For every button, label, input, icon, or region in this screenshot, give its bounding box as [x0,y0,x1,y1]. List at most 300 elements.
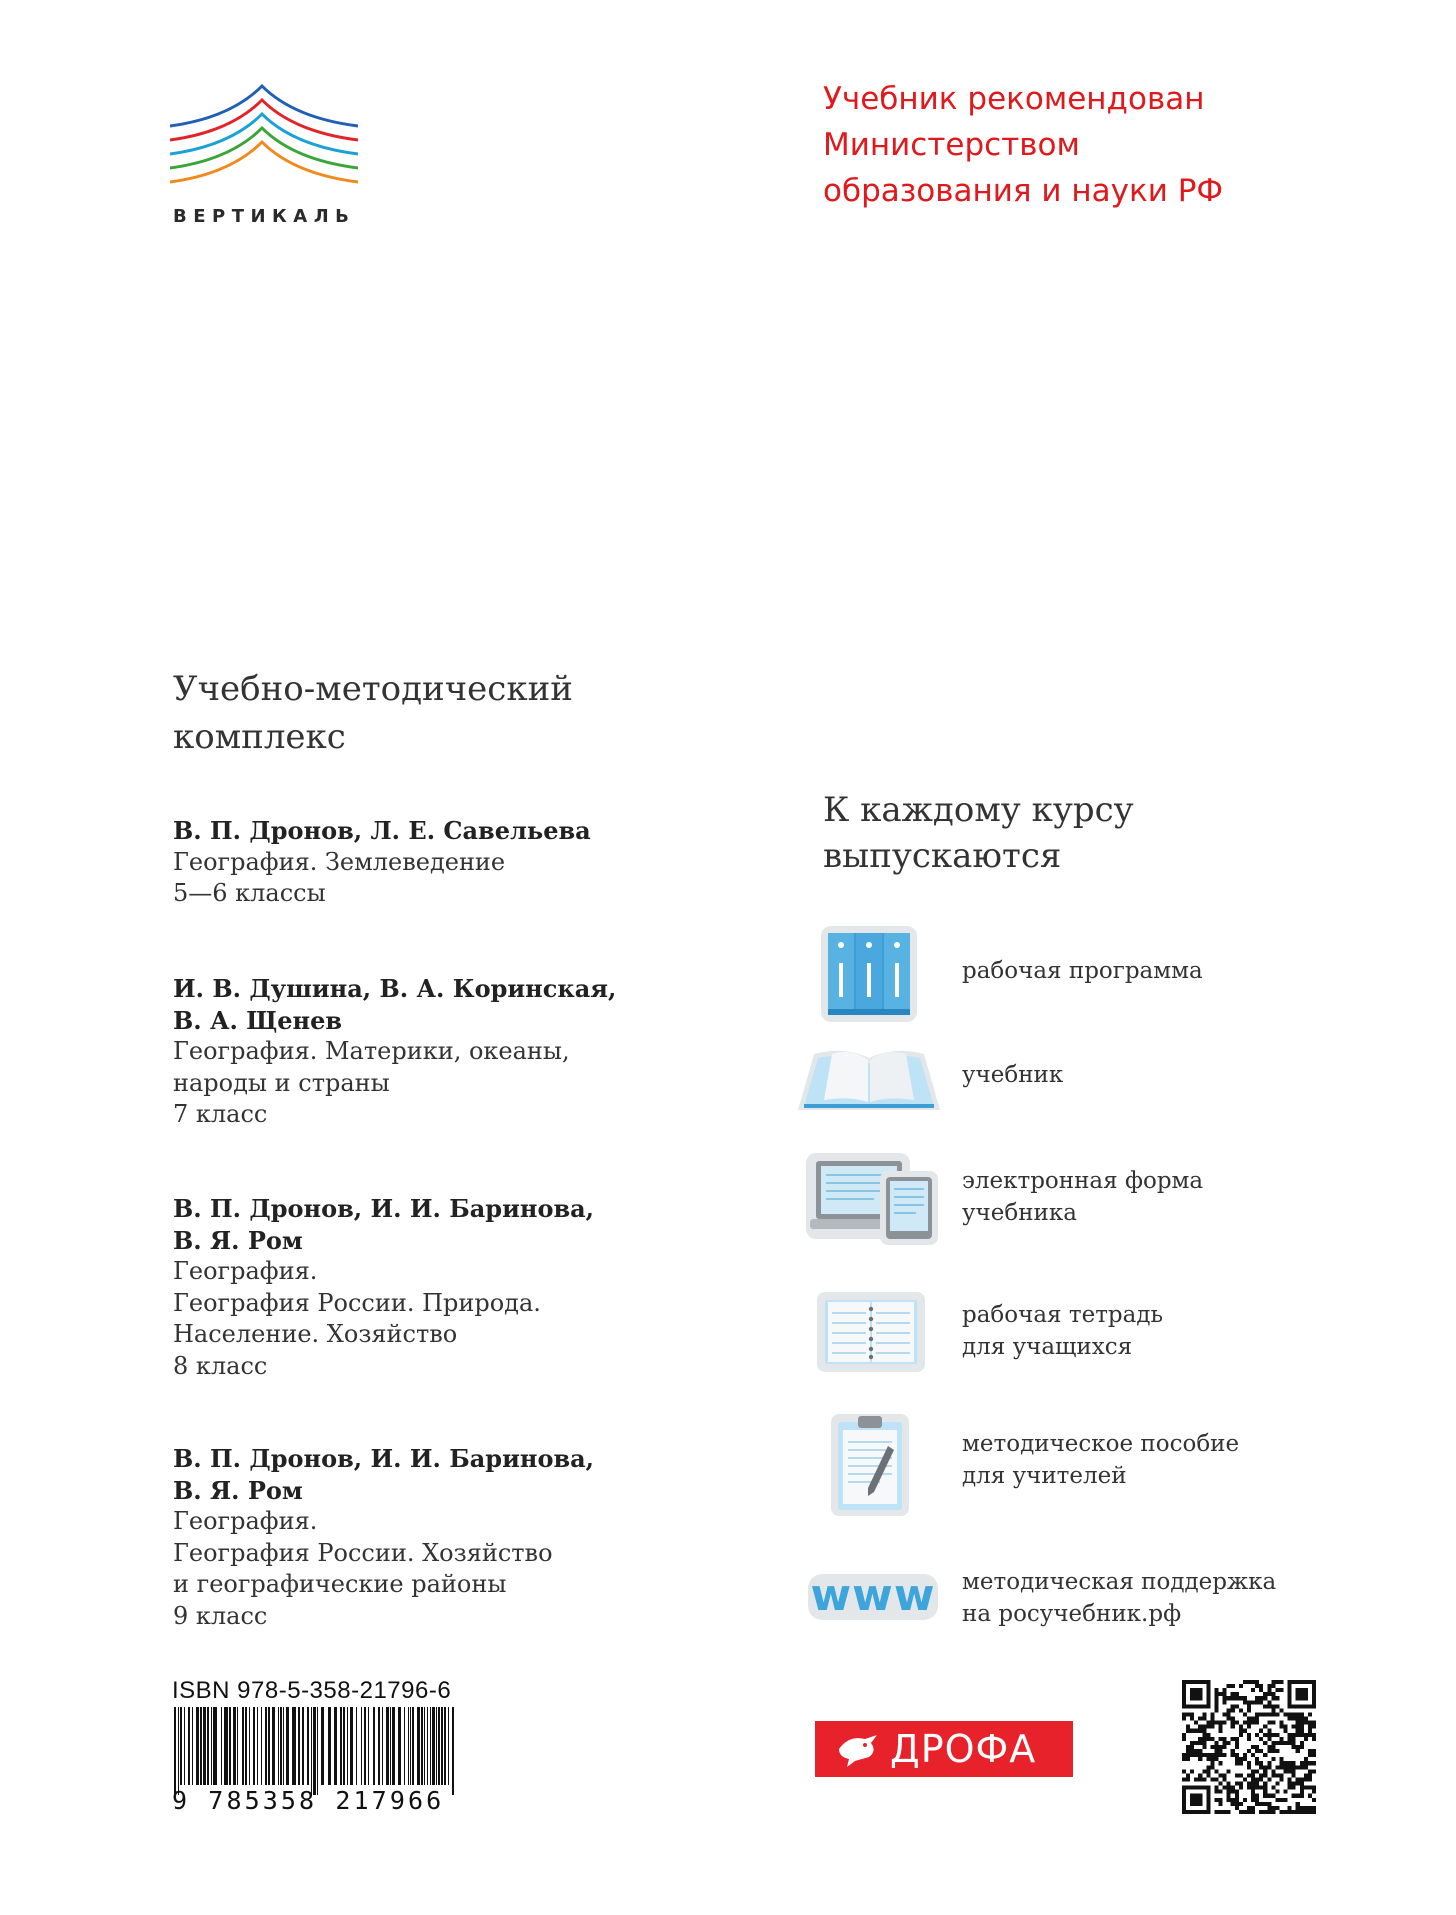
qr-module [1267,1794,1271,1798]
qr-module [1182,1777,1186,1781]
qr-module [1198,1741,1202,1745]
qr-module [1247,1810,1251,1814]
qr-module [1300,1680,1304,1684]
qr-module [1243,1721,1247,1725]
qr-module [1214,1769,1218,1773]
qr-module [1263,1802,1267,1806]
barcode-bar [178,1707,179,1795]
qr-module [1259,1688,1263,1692]
qr-module [1194,1696,1198,1700]
qr-module [1239,1733,1243,1737]
barcode-bar [350,1707,353,1785]
barcode-bar [313,1707,316,1795]
complex-entry [173,1443,594,1632]
barcode-bar [242,1707,244,1785]
entry-line: География России. Хозяйство [173,1538,553,1567]
qr-module [1300,1725,1304,1729]
barcode-bar [432,1707,435,1785]
qr-module [1296,1782,1300,1786]
qr-module [1292,1717,1296,1721]
entry-authors: В. Я. Ром [173,1225,303,1255]
qr-module [1235,1761,1239,1765]
qr-module [1271,1680,1275,1684]
qr-module [1279,1725,1283,1729]
qr-module [1312,1790,1316,1794]
qr-module [1206,1790,1210,1794]
item-label-line: электронная форма [962,1168,1204,1194]
qr-module [1271,1806,1275,1810]
qr-module [1182,1786,1186,1790]
qr-module [1263,1733,1267,1737]
qr-module [1292,1769,1296,1773]
qr-module [1304,1688,1308,1692]
qr-module [1198,1725,1202,1729]
qr-module [1312,1725,1316,1729]
qr-module [1308,1773,1312,1777]
qr-module [1206,1704,1210,1708]
qr-module [1255,1696,1259,1700]
qr-module [1288,1737,1292,1741]
qr-module [1202,1725,1206,1729]
qr-module [1284,1712,1288,1716]
qr-module [1292,1782,1296,1786]
barcode-bar [368,1707,369,1785]
qr-module [1206,1696,1210,1700]
qr-module [1296,1725,1300,1729]
qr-module [1219,1773,1223,1777]
qr-module [1267,1810,1271,1814]
qr-module [1255,1749,1259,1753]
qr-module [1284,1729,1288,1733]
barcode-bar [302,1707,304,1785]
qr-module [1223,1700,1227,1704]
qr-module [1202,1717,1206,1721]
entry-line: и географические районы [173,1570,507,1598]
qr-module [1296,1806,1300,1810]
qr-module [1267,1688,1271,1692]
isbn-label: ISBN 978-5-358-21796-6 [172,1677,452,1704]
barcode-bar [261,1707,262,1785]
qr-module [1223,1741,1227,1745]
qr-module [1263,1790,1267,1794]
qr-module [1304,1692,1308,1696]
qr-module [1186,1749,1190,1753]
qr-module [1194,1741,1198,1745]
qr-module [1296,1712,1300,1716]
qr-module [1231,1798,1235,1802]
qr-module [1182,1810,1186,1814]
qr-module [1182,1757,1186,1761]
qr-module [1206,1773,1210,1777]
qr-module [1194,1749,1198,1753]
qr-module [1227,1810,1231,1814]
qr-module [1190,1802,1194,1806]
qr-module [1288,1692,1292,1696]
qr-module [1304,1777,1308,1781]
qr-module [1239,1757,1243,1761]
barcode-bar [221,1707,222,1785]
qr-module [1267,1802,1271,1806]
qr-module [1219,1721,1223,1725]
qr-module [1202,1712,1206,1716]
barcode-bar [286,1707,289,1785]
qr-module [1300,1761,1304,1765]
qr-module [1243,1798,1247,1802]
qr-module [1198,1802,1202,1806]
qr-module [1231,1704,1235,1708]
qr-module [1304,1773,1308,1777]
qr-module [1214,1798,1218,1802]
qr-module [1214,1700,1218,1704]
qr-module [1186,1753,1190,1757]
qr-module [1284,1769,1288,1773]
qr-module [1202,1810,1206,1814]
qr-module [1186,1810,1190,1814]
entry-line: География. [173,1257,318,1285]
qr-module [1214,1810,1218,1814]
course-title-line: выпускаются [823,836,1062,876]
qr-module [1206,1753,1210,1757]
qr-module [1206,1810,1210,1814]
qr-module [1214,1696,1218,1700]
qr-module [1206,1769,1210,1773]
qr-module [1296,1721,1300,1725]
qr-module [1292,1765,1296,1769]
qr-module [1279,1810,1283,1814]
qr-module [1182,1769,1186,1773]
qr-module [1271,1733,1275,1737]
barcode-bar [317,1707,318,1795]
qr-module [1275,1773,1279,1777]
qr-module [1271,1696,1275,1700]
qr-module [1190,1692,1194,1696]
qr-module [1251,1688,1255,1692]
qr-module [1263,1794,1267,1798]
qr-module [1198,1717,1202,1721]
qr-module [1279,1777,1283,1781]
qr-module [1231,1737,1235,1741]
qr-module [1300,1794,1304,1798]
course-item [820,925,1380,1025]
item-label [962,1299,1163,1363]
qr-module [1190,1745,1194,1749]
qr-module [1219,1810,1223,1814]
qr-module [1255,1684,1259,1688]
qr-module [1194,1798,1198,1802]
qr-module [1288,1761,1292,1765]
qr-module [1223,1773,1227,1777]
qr-module [1251,1753,1255,1757]
barcode-bar [321,1707,324,1785]
qr-module [1202,1729,1206,1733]
qr-module [1271,1786,1275,1790]
qr-module [1308,1810,1312,1814]
barcode-bar [196,1707,199,1785]
barcode-bar [340,1707,342,1785]
barcode-bar [334,1707,337,1785]
barcode-bar [444,1707,446,1785]
qr-module [1194,1729,1198,1733]
qr-module [1231,1725,1235,1729]
qr-module [1210,1753,1214,1757]
barcode-bar [283,1707,284,1785]
qr-module [1206,1737,1210,1741]
qr-module [1271,1721,1275,1725]
qr-module [1300,1696,1304,1700]
qr-module [1239,1708,1243,1712]
qr-module [1235,1794,1239,1798]
entry-authors: В. Я. Ром [173,1475,303,1505]
qr-module [1247,1773,1251,1777]
qr-module [1190,1794,1194,1798]
entry-authors: В. А. Щенев [173,1005,343,1035]
qr-module [1227,1712,1231,1716]
qr-module [1304,1806,1308,1810]
barcode-bar [253,1707,255,1785]
qr-module [1296,1810,1300,1814]
qr-module [1308,1769,1312,1773]
www-icon-text: www [810,1570,936,1621]
qr-module [1296,1802,1300,1806]
qr-module [1304,1717,1308,1721]
qr-module [1279,1757,1283,1761]
qr-module [1210,1721,1214,1725]
qr-module [1214,1745,1218,1749]
complex-title [173,665,573,761]
qr-module [1235,1802,1239,1806]
qr-module [1239,1773,1243,1777]
qr-module [1206,1700,1210,1704]
qr-module [1312,1753,1316,1757]
qr-module [1219,1737,1223,1741]
qr-module [1267,1745,1271,1749]
qr-module [1219,1782,1223,1786]
qr-module [1292,1761,1296,1765]
item-label-line: рабочая тетрадь [962,1302,1164,1328]
qr-module [1279,1737,1283,1741]
qr-module [1227,1696,1231,1700]
qr-module [1300,1688,1304,1692]
qr-module [1255,1717,1259,1721]
qr-module [1312,1761,1316,1765]
barcode-bar [184,1707,185,1785]
qr-module [1255,1777,1259,1781]
qr-module [1219,1725,1223,1729]
qr-module [1247,1749,1251,1753]
qr-module [1194,1810,1198,1814]
qr-module [1182,1806,1186,1810]
qr-module [1275,1798,1279,1802]
qr-module [1235,1782,1239,1786]
qr-module [1308,1721,1312,1725]
barcode-bar [408,1707,409,1785]
qr-module [1247,1737,1251,1741]
qr-module [1219,1798,1223,1802]
qr-module [1231,1692,1235,1696]
barcode-bar [229,1707,231,1785]
qr-module [1210,1761,1214,1765]
qr-module [1214,1757,1218,1761]
qr-module [1255,1769,1259,1773]
qr-module [1259,1712,1263,1716]
qr-module [1300,1786,1304,1790]
qr-module [1231,1786,1235,1790]
qr-module [1219,1729,1223,1733]
qr-module [1271,1769,1275,1773]
barcode-bar [343,1707,345,1785]
qr-module [1214,1704,1218,1708]
qr-module [1288,1806,1292,1810]
qr-module [1202,1753,1206,1757]
entry-line: География России. Природа. [173,1288,541,1317]
qr-module [1284,1761,1288,1765]
barcode-bar [452,1707,454,1795]
qr-module [1243,1696,1247,1700]
qr-module [1308,1806,1312,1810]
qr-module [1227,1790,1231,1794]
qr-module [1223,1745,1227,1749]
qr-module [1267,1749,1271,1753]
qr-module [1251,1700,1255,1704]
qr-module [1288,1680,1292,1684]
qr-module [1308,1761,1312,1765]
qr-module [1312,1684,1316,1688]
course-item [820,1410,1380,1520]
qr-module [1300,1729,1304,1733]
qr-module [1312,1749,1316,1753]
course-item [820,1151,1380,1251]
qr-module [1288,1733,1292,1737]
barcode-bar [257,1707,258,1785]
barcode-bar [412,1707,414,1785]
qr-module [1247,1786,1251,1790]
qr-module [1206,1798,1210,1802]
qr-module [1275,1704,1279,1708]
qr-module [1219,1802,1223,1806]
qr-module [1292,1733,1296,1737]
qr-module [1214,1708,1218,1712]
qr-module [1190,1769,1194,1773]
vertikal-logo [170,84,370,204]
qr-module [1219,1749,1223,1753]
qr-module [1296,1794,1300,1798]
qr-module [1304,1765,1308,1769]
course-item [820,1044,1380,1124]
qr-module [1243,1712,1247,1716]
qr-module [1296,1765,1300,1769]
qr-module [1206,1721,1210,1725]
item-label: рабочая программа [962,958,1203,984]
qr-module [1279,1708,1283,1712]
qr-module [1259,1729,1263,1733]
qr-module [1296,1745,1300,1749]
qr-module [1312,1700,1316,1704]
brand-name: ДРОФА [890,1727,1037,1771]
qr-module [1271,1773,1275,1777]
qr-module [1198,1704,1202,1708]
qr-module [1279,1773,1283,1777]
qr-module [1214,1741,1218,1745]
qr-module [1206,1688,1210,1692]
course-materials-title [823,787,1134,879]
entry-authors: В. П. Дронов, Л. Е. Савельева [173,816,591,845]
qr-module [1206,1757,1210,1761]
qr-module [1271,1810,1275,1814]
qr-module [1288,1769,1292,1773]
qr-module [1312,1696,1316,1700]
qr-module [1263,1765,1267,1769]
qr-module [1247,1721,1251,1725]
qr-module [1239,1810,1243,1814]
qr-module [1190,1729,1194,1733]
qr-module [1223,1786,1227,1790]
qr-module [1186,1725,1190,1729]
entry-line: 9 класс [173,1601,268,1630]
entry-line: 5—6 классы [173,879,326,907]
barcode-bar [237,1707,238,1785]
barcode-bar [298,1707,300,1785]
qr-module [1182,1696,1186,1700]
qr-module [1267,1700,1271,1704]
qr-module [1243,1680,1247,1684]
qr-module [1255,1761,1259,1765]
qr-module [1231,1749,1235,1753]
qr-module [1300,1745,1304,1749]
qr-module [1186,1704,1190,1708]
qr-module [1198,1749,1202,1753]
qr-module [1247,1782,1251,1786]
qr-module [1186,1773,1190,1777]
qr-module [1263,1741,1267,1745]
qr-module [1267,1806,1271,1810]
qr-module [1304,1704,1308,1708]
qr-module [1267,1704,1271,1708]
qr-module [1190,1688,1194,1692]
qr-module [1255,1712,1259,1716]
qr-module [1275,1806,1279,1810]
qr-module [1219,1692,1223,1696]
barcode-bar [328,1707,331,1785]
qr-module [1190,1749,1194,1753]
qr-module [1214,1692,1218,1696]
qr-module [1308,1712,1312,1716]
qr-module [1198,1798,1202,1802]
qr-module [1263,1753,1267,1757]
qr-module [1235,1704,1239,1708]
qr-module [1251,1810,1255,1814]
qr-module [1300,1810,1304,1814]
qr-module [1202,1745,1206,1749]
qr-module [1275,1680,1279,1684]
qr-module [1206,1725,1210,1729]
qr-module [1186,1729,1190,1733]
qr-module [1271,1704,1275,1708]
qr-module [1255,1798,1259,1802]
qr-module [1235,1806,1239,1810]
qr-module [1267,1712,1271,1716]
qr-module [1292,1737,1296,1741]
qr-module [1223,1696,1227,1700]
qr-module [1251,1773,1255,1777]
qr-module [1308,1733,1312,1737]
barcode-bar [200,1707,202,1785]
qr-module [1206,1733,1210,1737]
qr-module [1275,1765,1279,1769]
qr-module [1190,1712,1194,1716]
complex-entry [173,973,616,1131]
qr-module [1202,1769,1206,1773]
barcode-bar [448,1707,449,1785]
